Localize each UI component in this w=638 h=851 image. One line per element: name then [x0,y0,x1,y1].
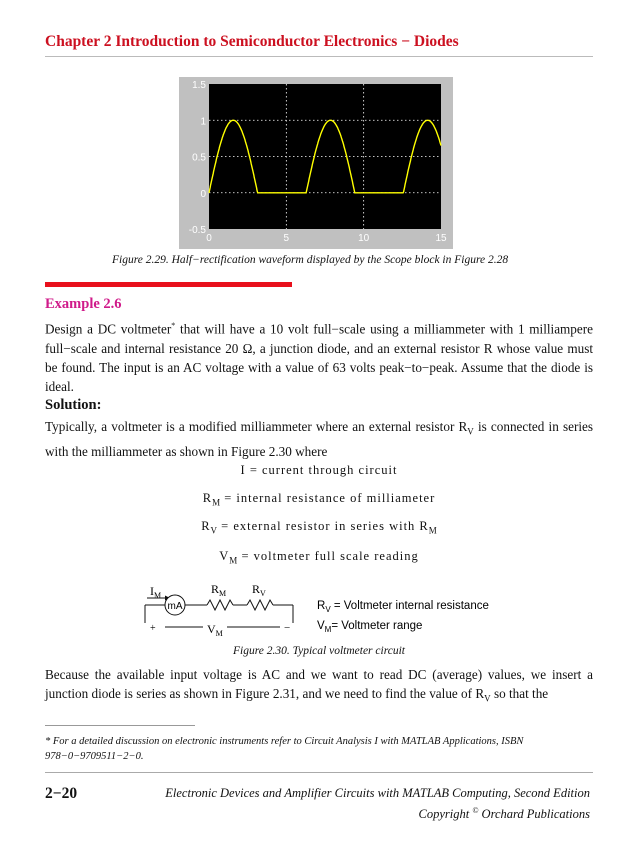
footnote: * For a detailed discussion on electronic instruments refer to Circuit Analysis I with MATLAB Applications, ISBN 978−0−9709511−2−0. [45,736,524,762]
legend-vm: $V_M=$ Voltmeter range [317,620,423,634]
solution-intro-paragraph: Typically, a voltmeter is a modified milliammeter where an external resistor $R_V$ is connected in series with the milliammeter as shown in Figure 2.30 where [45,419,593,459]
rv-label: $R_V$ [252,583,266,598]
vm-label: $V_M$ [207,622,223,638]
y-tick-label: 1 [200,116,206,128]
footnote-rule [45,725,195,726]
equation-rm: $R_M$ = internal resistance of milliameter [202,491,436,508]
equation-current: I = current through circuit [240,463,398,477]
y-tick-label: 0.5 [192,152,206,164]
current-label: $I_M$ [150,584,162,600]
section-divider-bar [45,282,292,287]
figure-2-30-caption: Figure 2.30. Typical voltmeter circuit [232,645,406,657]
header-rule [45,56,593,57]
footer-rule [45,772,593,773]
x-tick-label: 15 [435,233,447,244]
solution-heading: Solution: [45,397,102,413]
voltmeter-circuit-diagram [135,583,505,643]
copyright-line: Copyright © Orchard Publications [418,806,590,822]
page-number: 2−20 [45,785,78,802]
equation-vm: $V_M$ = voltmeter full scale reading [219,549,419,566]
rm-label: $R_M$ [211,583,227,598]
diode-paragraph: Because the available input voltage is AC and we want to read DC (average) values, we insert a junction diode is series as shown in Figure 2.31, and we need to find the value of $R_V$ so that the [45,667,593,704]
y-tick-label: 1.5 [192,80,206,91]
y-tick-label: 0 [200,188,206,200]
figure-2-29-caption: Figure 2.29. Half−rectification waveform displayed by the Scope block in Figure 2.28 [112,254,509,266]
x-tick-label: 0 [206,233,212,244]
y-tick-label: -0.5 [188,225,206,236]
external-resistor-symbol [247,600,273,610]
x-tick-label: 10 [358,233,370,244]
minus-terminal: − [284,622,291,634]
chapter-title: Chapter 2 Introduction to Semiconductor Electronics − Diodes [45,33,459,50]
milliammeter-label: mA [167,601,183,612]
x-tick-label: 5 [283,233,290,244]
example-title: Example 2.6 [45,296,122,312]
internal-resistor-symbol [207,600,233,610]
equation-rv: $R_V$ = external resistor in series with $R_M$ [201,519,437,536]
legend-rv: $R_V$ = Voltmeter internal resistance [317,600,489,614]
book-title: Electronic Devices and Amplifier Circuits with MATLAB Computing, Second Edition [165,786,590,800]
scope-waveform-plot [179,77,453,249]
plus-terminal: + [150,623,156,634]
example-paragraph: Design a DC voltmeter* that will have a 10 volt full−scale using a milliammeter with 1 milliampere full−scale and internal resistance 20 Ω, a junction diode, and an external resistor R whose value must be found. The input is an AC voltage with a value of 63 volts peak−to−peak. Assume that the diode is ideal. [45,321,593,394]
